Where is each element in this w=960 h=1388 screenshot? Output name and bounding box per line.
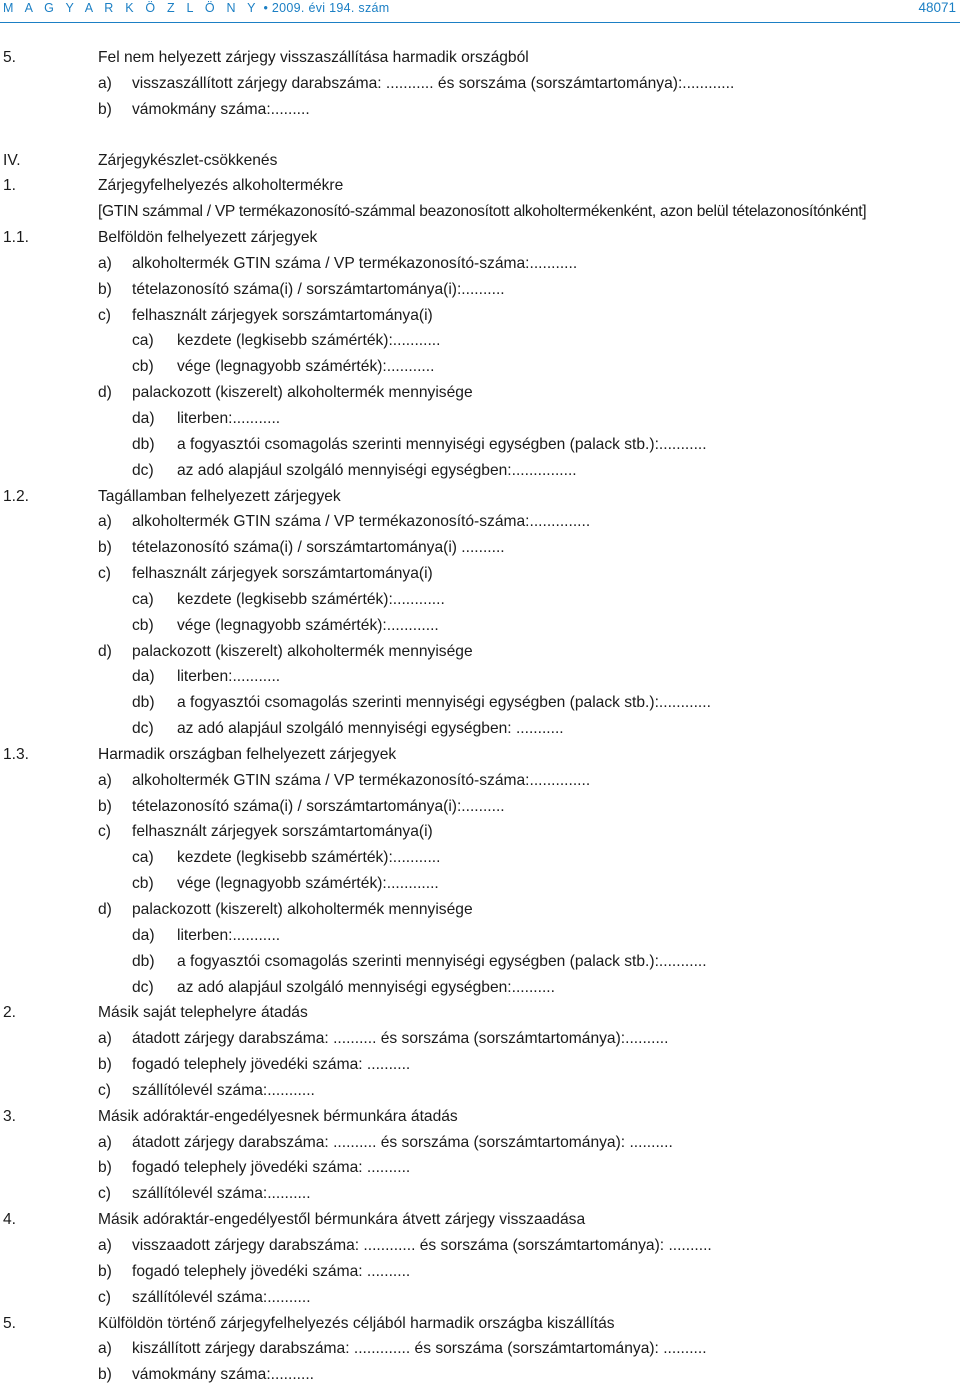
form-line [0, 484, 960, 510]
item-label: d) [98, 384, 112, 402]
subitem-text: a fogyasztói csomagolás szerinti mennyiségi egységben (palack stb.):........... [177, 952, 707, 970]
form-line [0, 975, 960, 1001]
form-line [0, 1130, 960, 1156]
item-label: b) [98, 280, 112, 298]
item-text: fogadó telephely jövedéki száma: .......... [132, 1056, 411, 1074]
item-text: szállítólevél száma:.......... [132, 1185, 311, 1203]
item-label: a) [98, 254, 112, 272]
item-label: b) [98, 1056, 112, 1074]
bracket-note: [GTIN számmal / VP termékazonosító-számmal beazonosított alkoholtermékenként, azon belül tételazonosítónként] [98, 203, 867, 221]
item-label: b) [98, 1366, 112, 1384]
item-label: b) [98, 797, 112, 815]
form-line [0, 71, 960, 97]
item-text: visszaszállított zárjegy darabszáma: ........... és sorszáma (sorszámtartománya):............ [132, 74, 735, 92]
section-number: 3. [3, 1107, 17, 1125]
subitem-label: db) [132, 694, 155, 712]
section-number: 1.2. [3, 487, 30, 505]
subitem-text: vége (legnagyobb számérték):........... [177, 358, 435, 376]
form-line [0, 742, 960, 768]
item-text: tételazonosító száma(i) / sorszámtartománya(i) .......... [132, 539, 505, 557]
section-number: 1.3. [3, 745, 30, 763]
form-line [0, 871, 960, 897]
section-number: 1. [3, 177, 17, 195]
item-label: a) [98, 1340, 112, 1358]
form-line [0, 1259, 960, 1285]
subitem-text: literben:........... [177, 926, 281, 944]
form-line [0, 45, 960, 71]
section-heading: Harmadik országban felhelyezett zárjegyek [98, 745, 397, 763]
section-heading: Zárjegykészlet-csökkenés [98, 151, 278, 169]
form-line [0, 354, 960, 380]
form-line [0, 380, 960, 406]
subitem-label: da) [132, 668, 155, 686]
form-line [0, 509, 960, 535]
item-label: a) [98, 74, 112, 92]
subitem-text: literben:........... [177, 409, 281, 427]
subitem-text: kezdete (legkisebb számérték):............ [177, 590, 445, 608]
section-number: 5. [3, 49, 17, 66]
subitem-text: az adó alapjául szolgáló mennyiségi egységben:.......... [177, 978, 555, 996]
section-number: 2. [3, 1004, 17, 1022]
form-line [0, 251, 960, 277]
item-text: vámokmány száma:.......... [132, 1366, 314, 1384]
form-line [0, 199, 960, 225]
item-label: a) [98, 1030, 112, 1048]
form-line [0, 690, 960, 716]
item-label: b) [98, 1262, 112, 1280]
subitem-text: a fogyasztói csomagolás szerinti mennyiségi egységben (palack stb.):........... [177, 435, 707, 453]
item-label: a) [98, 771, 112, 789]
section-heading: Fel nem helyezett zárjegy visszaszállítása harmadik országból [98, 49, 529, 66]
form-line [0, 1311, 960, 1337]
form-line [0, 1000, 960, 1026]
item-text: tételazonosító száma(i) / sorszámtartománya(i):.......... [132, 280, 505, 298]
form-line [0, 1336, 960, 1362]
section-heading: Másik adóraktár-engedélyesnek bérmunkára átadás [98, 1107, 458, 1125]
item-text: átadott zárjegy darabszáma: .......... és sorszáma (sorszámtartománya): .......... [132, 1133, 673, 1151]
subitem-label: db) [132, 952, 155, 970]
page-number: 48071 [918, 0, 956, 15]
item-label: b) [98, 100, 112, 118]
item-text: szállítólevél száma:.......... [132, 1288, 311, 1306]
form-line [0, 664, 960, 690]
item-text: palackozott (kiszerelt) alkoholtermék mennyisége [132, 901, 473, 918]
item-label: a) [98, 1236, 112, 1254]
page-header [0, 0, 960, 23]
section-number: 5. [3, 1314, 17, 1332]
form-line [0, 328, 960, 354]
subitem-text: vége (legnagyobb számérték):............ [177, 875, 439, 893]
section-number: 4. [3, 1211, 17, 1229]
item-text: visszaadott zárjegy darabszáma: ............ és sorszáma (sorszámtartománya): .......... [132, 1236, 712, 1254]
subitem-label: ca) [132, 332, 154, 350]
form-line [0, 303, 960, 329]
form-line [0, 1207, 960, 1233]
form-line [0, 819, 960, 845]
subitem-text: kezdete (legkisebb számérték):........... [177, 332, 441, 350]
journal-title [3, 1, 390, 15]
subitem-label: dc) [132, 461, 154, 479]
section-heading: Belföldön felhelyezett zárjegyek [98, 229, 318, 247]
item-label: d) [98, 901, 112, 918]
item-text: alkoholtermék GTIN száma / VP termékazonosító-száma:.............. [132, 513, 591, 531]
form-line [0, 1285, 960, 1311]
form-line [0, 535, 960, 561]
section-heading: Külföldön történő zárjegyfelhelyezés céljából harmadik országba kiszállítás [98, 1314, 615, 1332]
item-label: c) [98, 306, 111, 324]
form-line [0, 1078, 960, 1104]
form-line [0, 613, 960, 639]
form-line [0, 845, 960, 871]
item-text: átadott zárjegy darabszáma: .......... és sorszáma (sorszámtartománya):.......... [132, 1030, 669, 1048]
section-heading: Tagállamban felhelyezett zárjegyek [98, 487, 341, 505]
form-line [0, 277, 960, 303]
item-text: palackozott (kiszerelt) alkoholtermék mennyisége [132, 642, 473, 660]
item-label: c) [98, 823, 111, 841]
form-line [0, 1155, 960, 1181]
item-label: d) [98, 642, 112, 660]
subitem-label: db) [132, 435, 155, 453]
item-text: fogadó telephely jövedéki száma: .......... [132, 1159, 411, 1177]
form-line [0, 406, 960, 432]
subitem-text: literben:........... [177, 668, 281, 686]
subitem-text: kezdete (legkisebb számérték):........... [177, 849, 441, 867]
item-text: fogadó telephely jövedéki száma: .......... [132, 1262, 411, 1280]
form-line [0, 148, 960, 174]
item-label: a) [98, 1133, 112, 1151]
form-line [0, 432, 960, 458]
item-label: c) [98, 1081, 111, 1099]
form-line [0, 587, 960, 613]
form-line [0, 1362, 960, 1388]
form-line [0, 897, 960, 923]
subitem-label: ca) [132, 590, 154, 608]
item-text: tételazonosító száma(i) / sorszámtartománya(i):.......... [132, 797, 505, 815]
journal-name: M A G Y A R K Ö Z L Ö N Y [3, 1, 260, 15]
item-label: c) [98, 1288, 111, 1306]
item-text: vámokmány száma:......... [132, 100, 310, 118]
item-text: felhasznált zárjegyek sorszámtartománya(i) [132, 306, 433, 324]
form-line [0, 173, 960, 199]
form-line [0, 639, 960, 665]
item-text: szállítólevél száma:........... [132, 1081, 315, 1099]
item-text: palackozott (kiszerelt) alkoholtermék mennyisége [132, 384, 473, 402]
form-line [0, 458, 960, 484]
subitem-label: cb) [132, 358, 154, 376]
form-line [0, 949, 960, 975]
subitem-label: dc) [132, 978, 154, 996]
subitem-label: cb) [132, 875, 154, 893]
item-text: alkoholtermék GTIN száma / VP termékazonosító-száma:.............. [132, 771, 591, 789]
section-number: IV. [3, 151, 21, 169]
subitem-label: ca) [132, 849, 154, 867]
form-line [0, 225, 960, 251]
item-text: alkoholtermék GTIN száma / VP termékazonosító-száma:........... [132, 254, 578, 272]
item-label: a) [98, 513, 112, 531]
section-number: 1.1. [3, 229, 30, 247]
subitem-label: da) [132, 409, 155, 427]
form-line [0, 923, 960, 949]
form-line [0, 716, 960, 742]
subitem-label: da) [132, 926, 155, 944]
item-text: kiszállított zárjegy darabszáma: ............. és sorszáma (sorszámtartománya): .......... [132, 1340, 707, 1358]
item-label: b) [98, 1159, 112, 1177]
issue-info: • 2009. évi 194. szám [263, 1, 390, 15]
subitem-text: vége (legnagyobb számérték):............ [177, 616, 439, 634]
form-line [0, 1026, 960, 1052]
item-label: c) [98, 1185, 111, 1203]
section-heading: Másik saját telephelyre átadás [98, 1004, 308, 1022]
form-line [0, 1104, 960, 1130]
subitem-text: az adó alapjául szolgáló mennyiségi egységben:............... [177, 461, 577, 479]
item-text: felhasznált zárjegyek sorszámtartománya(i) [132, 565, 433, 583]
subitem-label: cb) [132, 616, 154, 634]
subitem-text: az adó alapjául szolgáló mennyiségi egységben: ........... [177, 720, 564, 738]
section-heading: Másik adóraktár-engedélyestől bérmunkára átvett zárjegy visszaadása [98, 1211, 586, 1229]
item-label: b) [98, 539, 112, 557]
form-line [0, 1233, 960, 1259]
section-heading: Zárjegyfelhelyezés alkoholtermékre [98, 177, 344, 195]
form-content [0, 45, 960, 1388]
form-line [0, 768, 960, 794]
form-line [0, 1181, 960, 1207]
form-line [0, 561, 960, 587]
subitem-label: dc) [132, 720, 154, 738]
subitem-text: a fogyasztói csomagolás szerinti mennyiségi egységben (palack stb.):............ [177, 694, 711, 712]
form-line [0, 1052, 960, 1078]
form-line [0, 97, 960, 123]
form-line [0, 794, 960, 820]
item-text: felhasznált zárjegyek sorszámtartománya(i) [132, 823, 433, 841]
item-label: c) [98, 565, 111, 583]
